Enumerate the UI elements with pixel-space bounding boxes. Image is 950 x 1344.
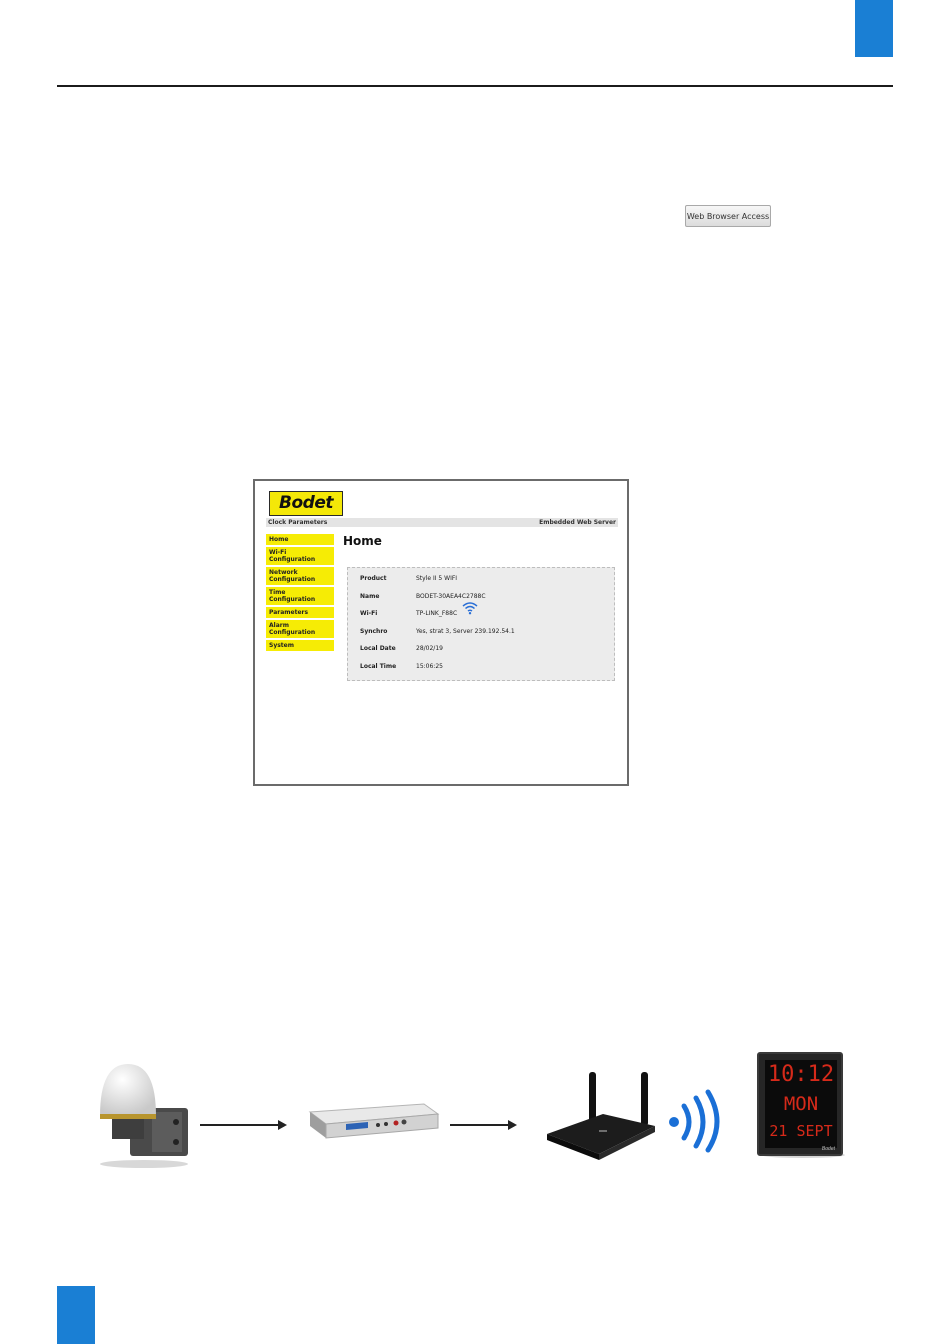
menu-item-parameters[interactable]: Parameters — [266, 607, 334, 618]
title-bar — [266, 518, 618, 527]
page-tab-bottom — [57, 1286, 95, 1344]
menu-item-alarm-configuration[interactable]: Alarm Configuration — [266, 620, 334, 638]
menu-item-home[interactable]: Home — [266, 534, 334, 545]
wifi-router-icon — [543, 1068, 657, 1164]
info-value: Style II 5 WIFI — [416, 575, 458, 582]
arrow-line-2 — [450, 1124, 508, 1126]
header-rule — [57, 85, 893, 87]
info-value: Yes, strat 3, Server 239.192.54.1 — [416, 628, 515, 635]
info-value: BODET-30AEA4C2788C — [416, 593, 486, 600]
info-panel — [347, 567, 615, 681]
arrow-head-2 — [508, 1120, 517, 1130]
info-key: Product — [360, 575, 387, 582]
menu-item-system[interactable]: System — [266, 640, 334, 651]
page-tab-top — [855, 0, 893, 57]
menu-item-network-configuration[interactable]: Network Configuration — [266, 567, 334, 585]
info-key: Local Date — [360, 645, 396, 652]
wifi-signal-icon — [664, 1088, 734, 1154]
wifi-icon — [462, 601, 478, 615]
info-key: Wi-Fi — [360, 610, 378, 617]
clock-time: 10:12 — [767, 1062, 835, 1087]
side-menu — [266, 534, 334, 653]
logo-text: Bodet — [279, 493, 333, 513]
clock-day: MON — [783, 1093, 819, 1115]
menu-item-time-configuration[interactable]: Time Configuration — [266, 587, 334, 605]
info-value: TP-LINK_F88C — [416, 610, 458, 617]
page-title: Home — [343, 534, 382, 548]
clock-brand: Bodet — [821, 1146, 835, 1152]
gps-antenna-icon — [92, 1058, 194, 1170]
bodet-logo — [269, 491, 343, 516]
clock-date: 21 SEPT — [769, 1122, 833, 1140]
menu-item-wifi-configuration[interactable]: Wi-Fi Configuration — [266, 547, 334, 565]
clock-parameters-label: Clock Parameters — [268, 519, 328, 526]
embedded-web-server-screenshot — [253, 479, 629, 786]
embedded-web-server-label: Embedded Web Server — [539, 519, 616, 526]
digital-clock-icon — [757, 1052, 845, 1160]
arrow-line-1 — [200, 1124, 278, 1126]
info-key: Name — [360, 593, 380, 600]
web-browser-access-button[interactable]: Web Browser Access — [685, 205, 771, 227]
info-value: 28/02/19 — [416, 645, 443, 652]
info-value: 15:06:25 — [416, 663, 443, 670]
info-key: Local Time — [360, 663, 397, 670]
info-key: Synchro — [360, 628, 388, 635]
time-server-icon — [306, 1100, 442, 1142]
arrow-head-1 — [278, 1120, 287, 1130]
